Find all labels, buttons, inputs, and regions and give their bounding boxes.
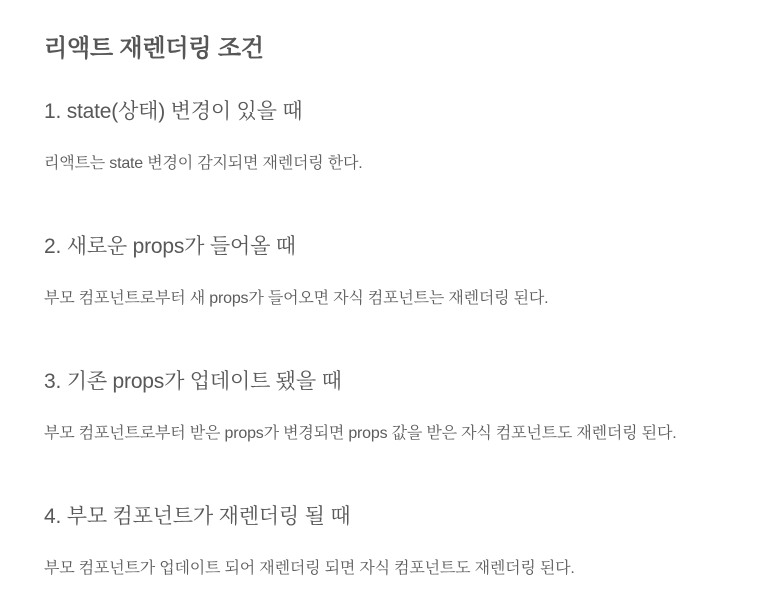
- section-body: 부모 컴포넌트로부터 받은 props가 변경되면 props 값을 받은 자식 컴포넌트도 재렌더링 된다.: [44, 425, 677, 443]
- section-state-change: [44, 98, 720, 177]
- section-body: 부모 컴포넌트가 업데이트 되어 재렌더링 되면 자식 컴포넌트도 재렌더링 된다.: [44, 559, 575, 577]
- section-heading: 1. state(상태) 변경이 있을 때: [44, 100, 303, 123]
- section-heading: 3. 기존 props가 업데이트 됐을 때: [44, 369, 342, 393]
- section-heading: 4. 부모 컴포넌트가 재렌더링 될 때: [44, 504, 351, 528]
- section-body: 리액트는 state 변경이 감지되면 재렌더링 한다.: [44, 155, 363, 173]
- section-updated-props: [44, 368, 720, 447]
- page-title: 리액트 재렌더링 조건: [44, 35, 264, 62]
- section-new-props: [44, 233, 720, 312]
- section-body: 부모 컴포넌트로부터 새 props가 들어오면 자식 컴포넌트는 재렌더링 된다.: [44, 290, 549, 308]
- section-heading: 2. 새로운 props가 들어올 때: [44, 234, 296, 258]
- section-parent-rerender: [44, 503, 720, 582]
